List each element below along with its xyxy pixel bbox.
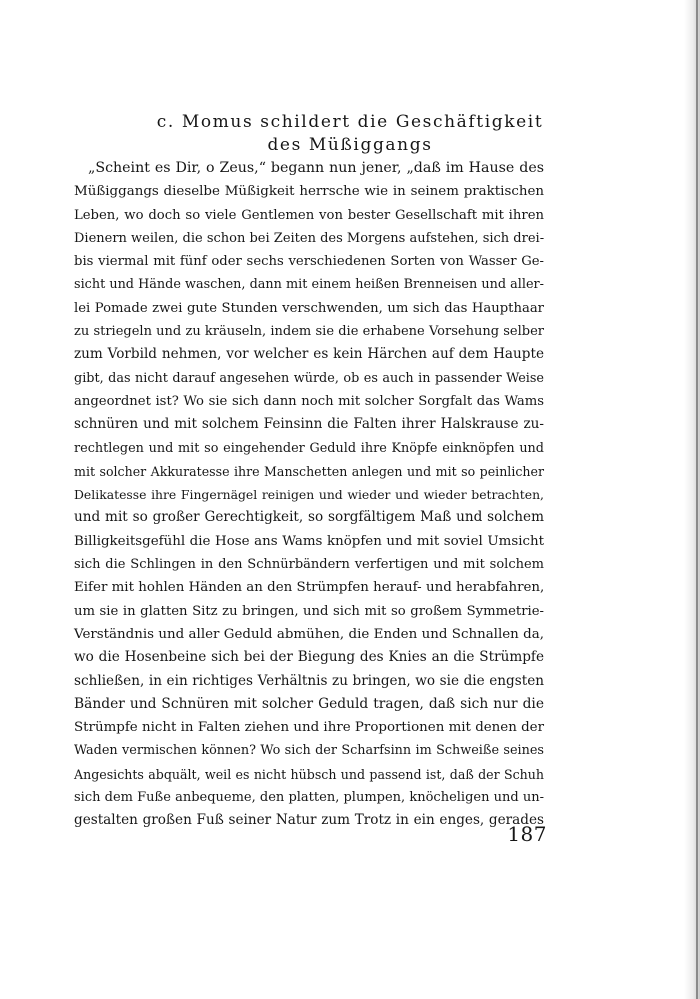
- text-line: sich die Schlingen in den Schnürbändern verfertigen und mit solchem: [74, 557, 544, 573]
- text-line: Müßiggangs dieselbe Müßigkeit herrsche wie in seinem praktischen: [74, 184, 544, 200]
- text-line: lei Pomade zwei gute Stunden verschwenden, um sich das Haupthaar: [74, 300, 544, 316]
- text-line: schnüren und mit solchem Feinsinn die Falten ihrer Halskrause zu-: [74, 416, 544, 433]
- text-line: Leben, wo doch so viele Gentlemen von bester Gesellschaft mit ihren: [74, 207, 544, 223]
- text-line: zum Vorbild nehmen, vor welcher es kein Härchen auf dem Haupte: [74, 346, 544, 363]
- text-line: Dienern weilen, die schon bei Zeiten des Morgens aufstehen, sich drei-: [74, 230, 545, 246]
- body-text: [74, 157, 544, 833]
- text-line: um sie in glatten Sitz zu bringen, und sich mit so großem Symmetrie-: [74, 603, 544, 619]
- section-heading-line-2: des Müßiggangs: [267, 135, 433, 155]
- text-line: und mit so großer Gerechtigkeit, so sorgfältigem Maß und solchem: [74, 509, 544, 526]
- text-line: Billigkeitsgefühl die Hose ans Wams knöpfen und mit soviel Umsicht: [74, 533, 544, 549]
- text-line: Eifer mit hohlen Händen an den Strümpfen herauf- und herabfahren,: [74, 580, 545, 596]
- text-line: angeordnet ist? Wo sie sich dann noch mit solcher Sorgfalt das Wams: [74, 393, 544, 409]
- text-line: Verständnis und aller Geduld abmühen, die Enden und Schnallen da,: [74, 626, 544, 642]
- text-line: Delikatesse ihre Fingernägel reinigen und wieder und wieder betrachten,: [74, 487, 544, 503]
- page-edge-line: [696, 0, 698, 999]
- text-line: mit solcher Akkuratesse ihre Manschetten anlegen und mit so peinlicher: [74, 463, 544, 479]
- text-line: Strümpfe nicht in Falten ziehen und ihre Proportionen mit denen der: [74, 720, 545, 736]
- page-number: 187: [507, 822, 547, 846]
- section-heading-line-1: c. Momus schildert die Geschäftigkeit: [156, 112, 544, 132]
- text-line: schließen, in ein richtiges Verhältnis zu bringen, wo sie die engsten: [74, 672, 544, 689]
- text-line: gestalten großen Fuß seiner Natur zum Trotz in ein enges, gerades: [74, 812, 544, 829]
- text-line: Angesichts abquält, weil es nicht hübsch und passend ist, daß der Schuh: [74, 766, 544, 782]
- text-line: Bänder und Schnüren mit solcher Geduld tragen, daß sich nur die: [74, 695, 544, 712]
- text-line: bis viermal mit fünf oder sechs verschiedenen Sorten von Wasser Ge-: [74, 254, 544, 270]
- text-line: zu striegeln und zu kräuseln, indem sie die erhabene Vorsehung selber: [74, 324, 544, 340]
- text-line: sich dem Fuße anbequeme, den platten, plumpen, knöcheligen und un-: [74, 790, 544, 806]
- text-line: sicht und Hände waschen, dann mit einem heißen Brenneisen und aller-: [74, 277, 544, 293]
- text-line: Waden vermischen können? Wo sich der Scharfsinn im Schweiße seines: [74, 743, 544, 759]
- text-line: rechtlegen und mit so eingehender Geduld ihre Knöpfe einknöpfen und: [74, 440, 544, 456]
- text-line: „Scheint es Dir, o Zeus,“ begann nun jener, „daß im Hause des: [88, 160, 544, 176]
- text-line: gibt, das nicht darauf angesehen würde, ob es auch in passender Weise: [74, 370, 544, 386]
- text-line: wo die Hosenbeine sich bei der Biegung des Knies an die Strümpfe: [74, 649, 544, 666]
